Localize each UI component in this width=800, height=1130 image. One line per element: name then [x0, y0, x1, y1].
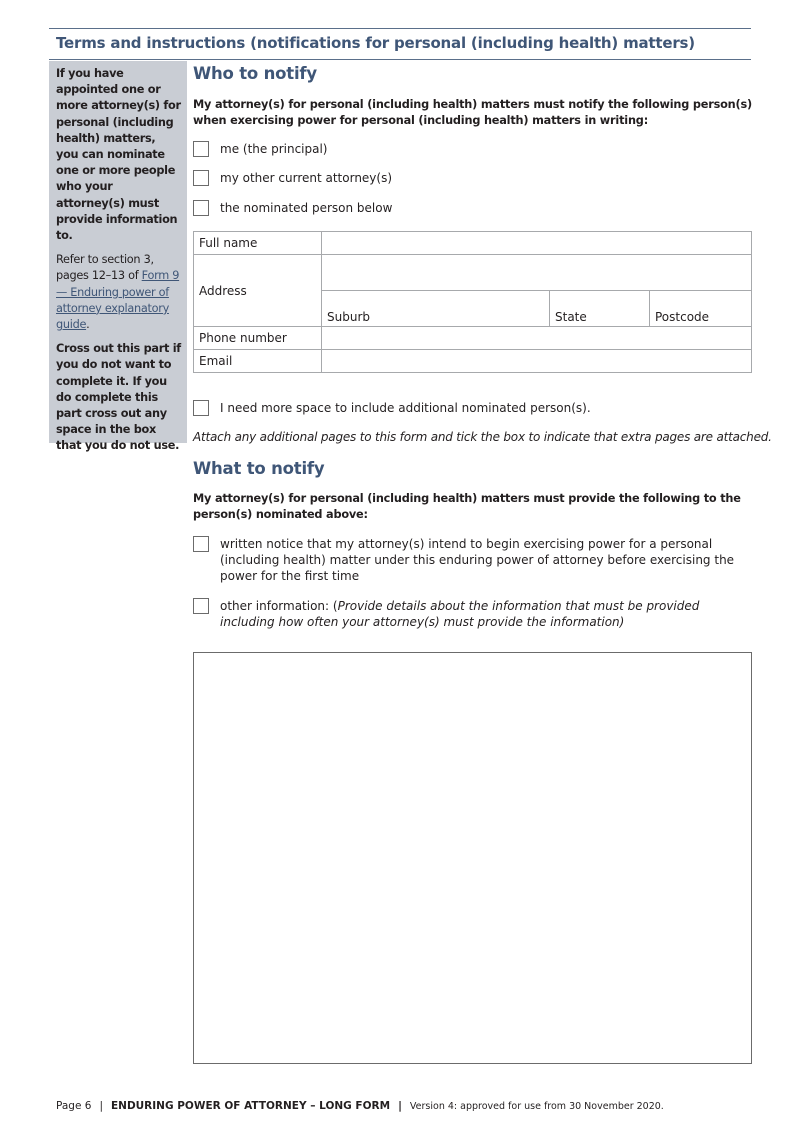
other-attorneys-checkbox[interactable]	[193, 170, 209, 186]
full-name-label: Full name	[194, 232, 322, 255]
page-footer	[56, 1100, 664, 1112]
attach-pages-note: Attach any additional pages to this form and tick the box to indicate that extra pages are attached.	[193, 430, 772, 444]
section-title: Terms and instructions (notifications for personal (including health) matters)	[56, 34, 695, 52]
option-written-notice	[193, 536, 740, 584]
sidebar-para-3: Cross out this part if you do not want to complete it. If you do complete this part cross out any space in the box that you do not use.	[56, 342, 181, 453]
suburb-field[interactable]	[322, 291, 550, 327]
other-attorneys-label: my other current attorney(s)	[220, 171, 393, 185]
address-line-field[interactable]	[322, 255, 752, 291]
sidebar-para-2-prefix: Refer to section 3, pages 12–13 of	[56, 253, 154, 283]
footer-separator-2: |	[398, 1100, 402, 1112]
sidebar-para-1: If you have appointed one or more attorney(s) for personal (including health) matters, you can nominate one or more people who your attorney(s) must provide information to.	[56, 67, 181, 243]
option-other-information	[193, 598, 740, 630]
what-to-notify-heading: What to notify	[193, 459, 325, 478]
header-rule-bottom	[49, 59, 751, 60]
who-to-notify-heading: Who to notify	[193, 64, 317, 83]
explanatory-guide-link[interactable]: Form 9 — Enduring power of attorney explanatory guide	[56, 269, 180, 332]
sidebar-para-2	[56, 252, 181, 333]
written-notice-label: written notice that my attorney(s) intend to begin exercising power for a personal (including health) matter under this enduring power of attorney before exercising the power for the first time	[220, 537, 735, 583]
who-to-notify-instruction: My attorney(s) for personal (including health) matters must notify the following person(s) when exercising power for personal (including health) matters in writing:	[193, 98, 752, 127]
other-information-checkbox[interactable]	[193, 598, 209, 614]
full-name-field[interactable]	[322, 232, 752, 255]
nominated-person-checkbox[interactable]	[193, 200, 209, 216]
option-nominated-person	[193, 200, 392, 216]
phone-label: Phone number	[194, 327, 322, 350]
more-space-checkbox[interactable]	[193, 400, 209, 416]
state-field[interactable]	[550, 291, 650, 327]
option-more-space	[193, 400, 591, 416]
email-field[interactable]	[322, 350, 752, 373]
phone-field[interactable]	[322, 327, 752, 350]
suburb-label: Suburb	[327, 310, 370, 324]
written-notice-checkbox[interactable]	[193, 536, 209, 552]
email-label: Email	[194, 350, 322, 373]
nominated-person-table	[193, 231, 752, 373]
address-label: Address	[194, 255, 322, 327]
principal-checkbox[interactable]	[193, 141, 209, 157]
option-principal	[193, 141, 327, 157]
other-information-prefix: other information: (	[220, 599, 338, 613]
principal-label: me (the principal)	[220, 142, 328, 156]
other-information-label	[220, 598, 740, 630]
postcode-label: Postcode	[655, 310, 710, 324]
what-to-notify-instruction: My attorney(s) for personal (including health) matters must provide the following to the person(s) nominated above:	[193, 492, 741, 521]
footer-form-title: ENDURING POWER OF ATTORNEY – LONG FORM	[110, 1100, 391, 1112]
header-rule-top	[49, 28, 751, 29]
nominated-person-label: the nominated person below	[220, 201, 393, 215]
state-label: State	[555, 310, 587, 324]
option-other-attorneys	[193, 170, 392, 186]
footer-separator-1: |	[99, 1100, 103, 1112]
postcode-field[interactable]	[650, 291, 752, 327]
other-information-italic: Provide details about the information that must be provided including how often your attorney(s) must provide the information)	[220, 599, 700, 629]
footer-version: Version 4: approved for use from 30 November 2020.	[409, 1100, 664, 1112]
sidebar-notes	[49, 61, 187, 453]
more-space-label: I need more space to include additional nominated person(s).	[220, 401, 591, 415]
footer-page-number: Page 6	[56, 1100, 92, 1112]
other-information-details-box[interactable]	[193, 652, 752, 1064]
sidebar-para-2-suffix: .	[86, 318, 90, 332]
